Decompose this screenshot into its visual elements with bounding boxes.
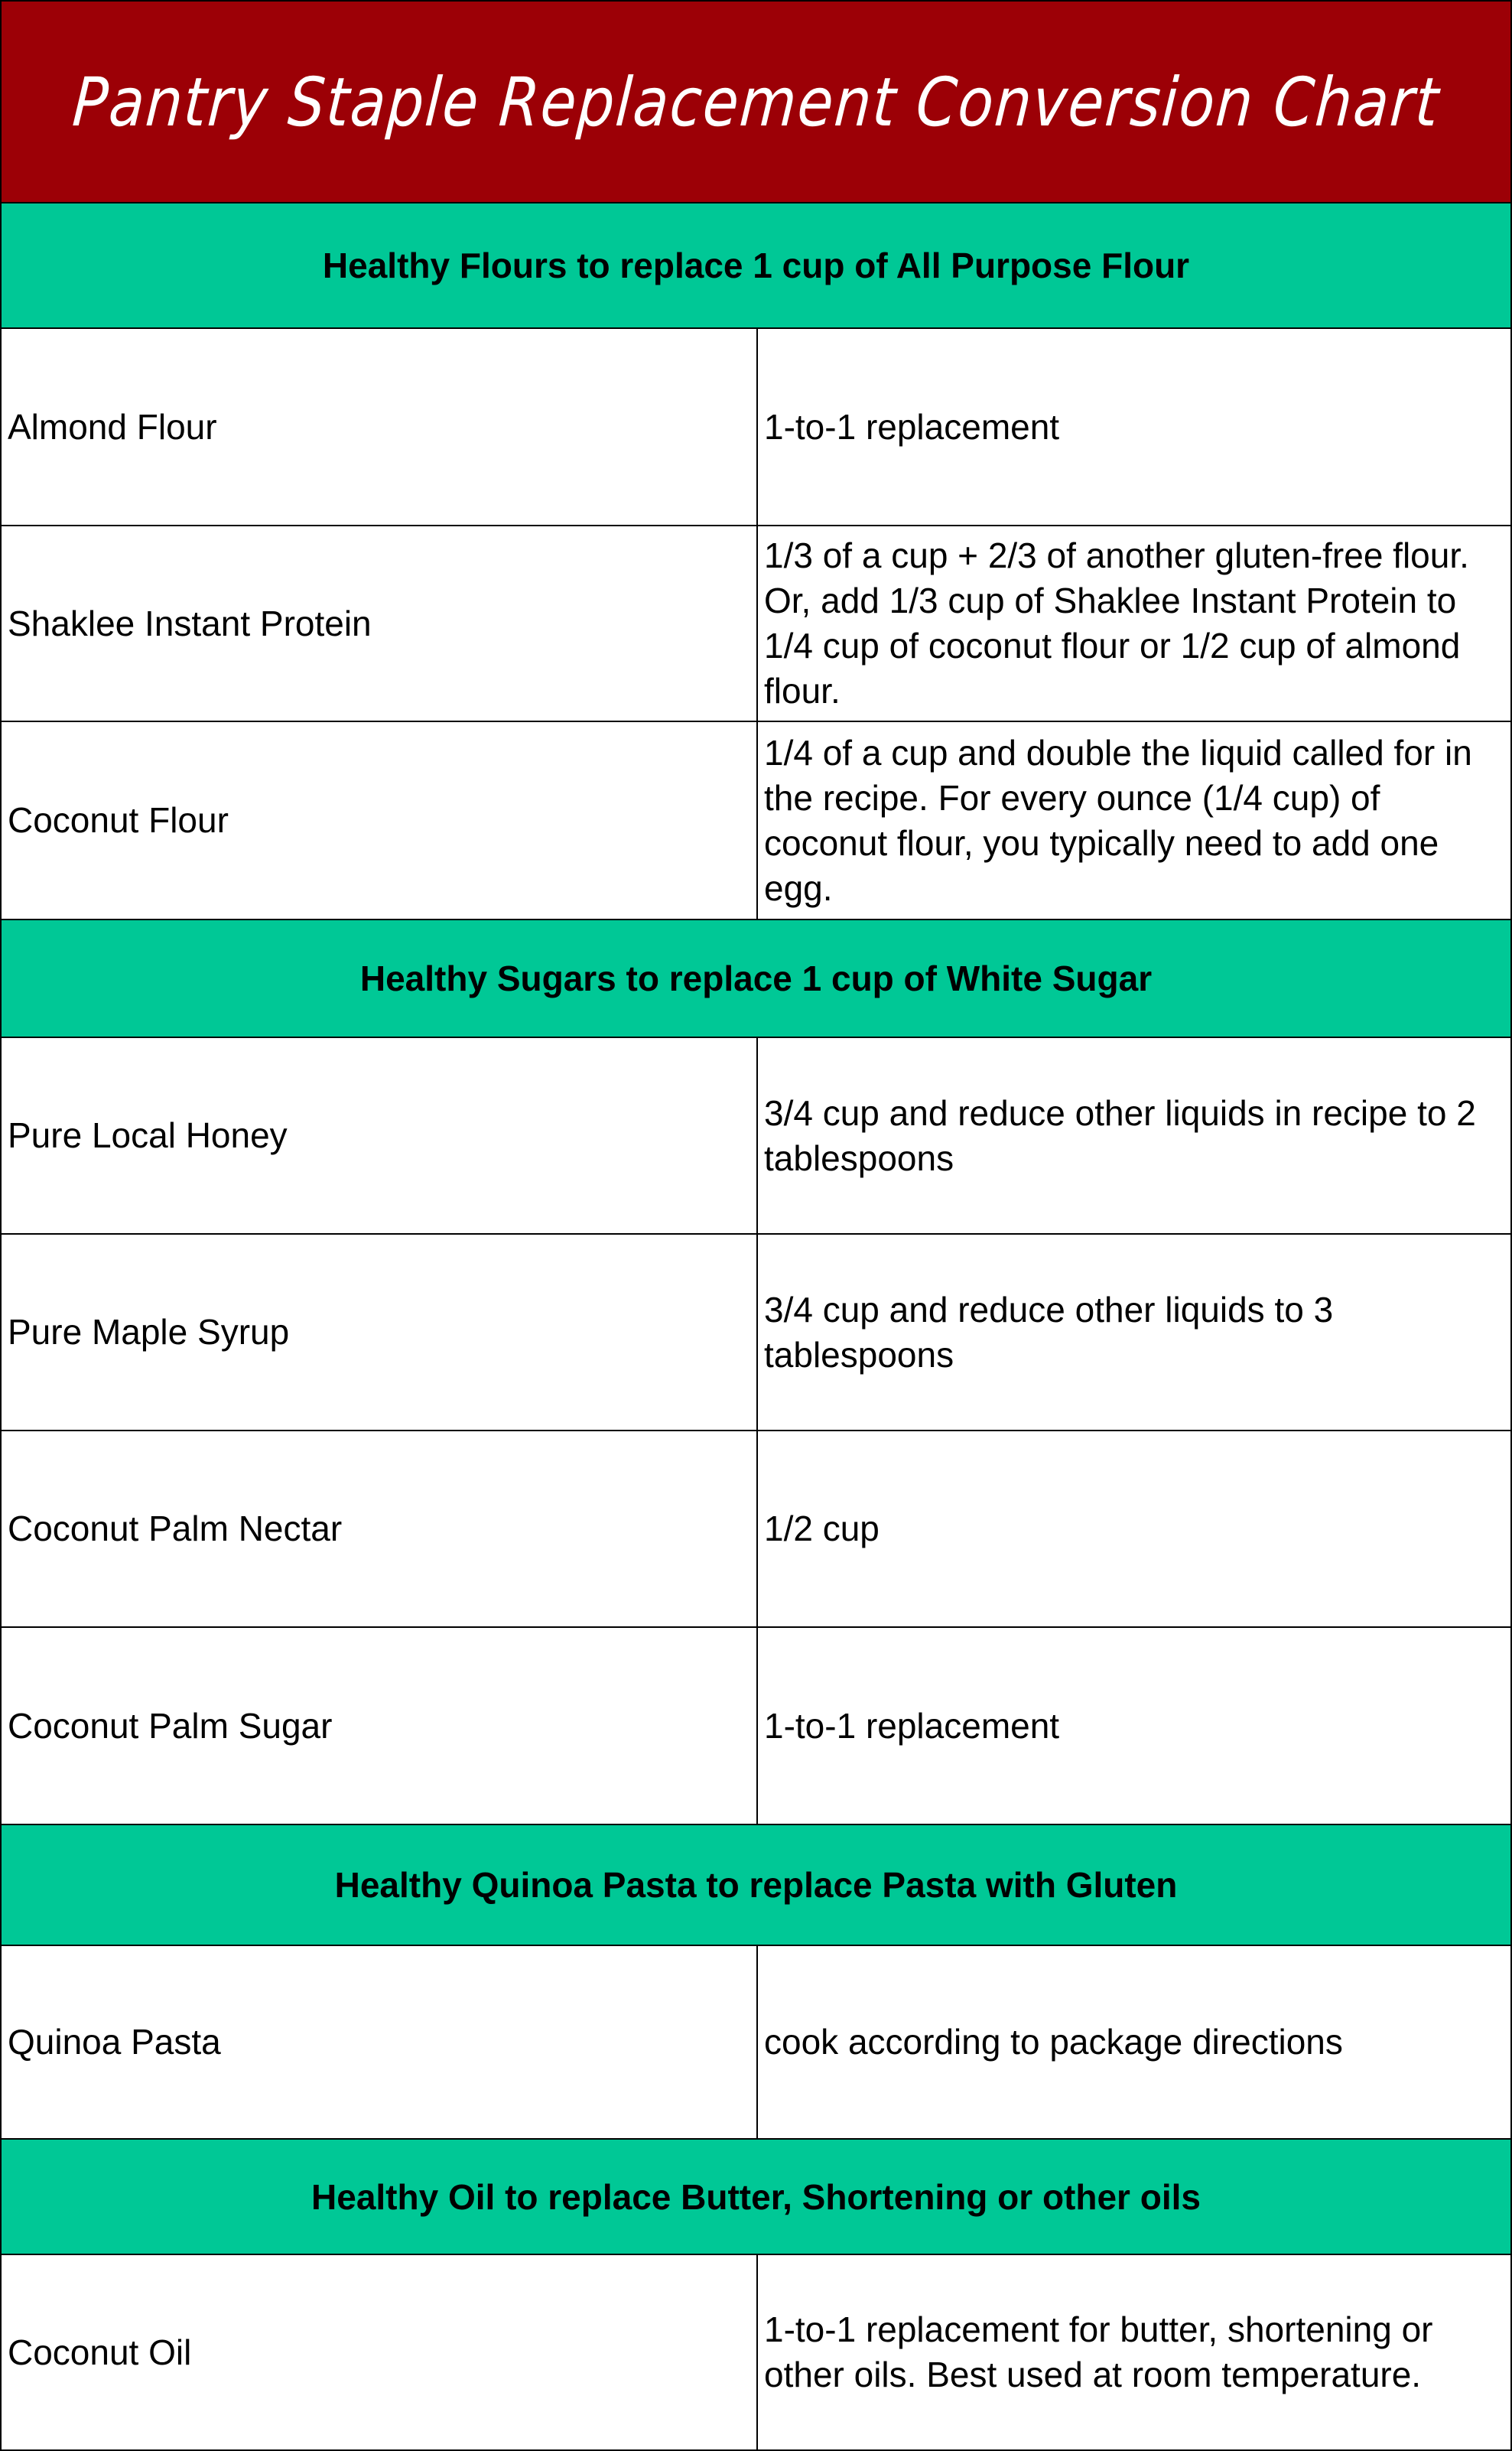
item-label: Almond Flour [8, 406, 217, 447]
replacement-cell [756, 1626, 1512, 1825]
replacement-cell [756, 2254, 1512, 2451]
item-label: Pure Local Honey [8, 1115, 288, 1155]
section-header-flours [0, 202, 1512, 329]
replacement-cell [756, 327, 1512, 526]
replacement-text: 1-to-1 replacement [764, 1705, 1060, 1746]
replacement-text: 3/4 cup and reduce other liquids to 3 tablespoons [764, 1289, 1334, 1375]
replacement-cell [756, 721, 1512, 920]
item-cell [0, 2254, 756, 2451]
section-header-pasta [0, 1824, 1512, 1946]
item-cell [0, 1037, 756, 1235]
replacement-cell [756, 525, 1512, 722]
item-cell [0, 1430, 756, 1628]
item-label: Quinoa Pasta [8, 2022, 221, 2062]
table-row [0, 2254, 1512, 2451]
section-heading: Healthy Sugars to replace 1 cup of White Sugar [359, 959, 1153, 998]
item-label: Coconut Palm Sugar [8, 1705, 333, 1746]
table-row [0, 1626, 1512, 1825]
item-cell [0, 1233, 756, 1431]
replacement-text: cook according to package directions [764, 2022, 1343, 2062]
item-label: Pure Maple Syrup [8, 1312, 290, 1352]
replacement-cell [756, 1945, 1512, 2140]
item-cell [0, 1626, 756, 1825]
item-label: Coconut Palm Nectar [8, 1509, 343, 1548]
table-row [0, 721, 1512, 920]
item-cell [0, 721, 756, 920]
title-banner [0, 0, 1512, 203]
replacement-text: 1-to-1 replacement [764, 406, 1060, 447]
section-header-oil [0, 2138, 1512, 2255]
item-cell [0, 327, 756, 526]
section-heading: Healthy Flours to replace 1 cup of All Purpose Flour [322, 246, 1190, 285]
replacement-cell [756, 1430, 1512, 1628]
item-label: Shaklee Instant Protein [8, 603, 372, 643]
replacement-text: 1-to-1 replacement for butter, shortening or other oils. Best used at room temperature. [764, 2309, 1433, 2394]
replacement-text: 1/3 of a cup + 2/3 of another gluten-free flour. Or, add 1/3 cup of Shaklee Instant Protein to 1/4 cup of coconut flour or 1/2 cup of almond flour. [764, 535, 1469, 711]
page-title: Pantry Staple Replacement Conversion Chart [70, 62, 1442, 142]
section-heading: Healthy Quinoa Pasta to replace Pasta with Gluten [334, 1865, 1178, 1905]
table-row [0, 525, 1512, 722]
item-cell [0, 1945, 756, 2140]
item-cell [0, 525, 756, 722]
item-label: Coconut Flour [8, 800, 229, 840]
replacement-text: 3/4 cup and reduce other liquids in recipe to 2 tablespoons [764, 1092, 1476, 1178]
table-row [0, 1945, 1512, 2140]
replacement-text: 1/2 cup [764, 1509, 880, 1548]
section-heading: Healthy Oil to replace Butter, Shortening or other oils [311, 2176, 1201, 2217]
item-label: Coconut Oil [8, 2332, 192, 2372]
replacement-cell [756, 1037, 1512, 1235]
section-header-sugars [0, 919, 1512, 1038]
table-row [0, 1037, 1512, 1235]
table-row [0, 1233, 1512, 1431]
replacement-cell [756, 1233, 1512, 1431]
replacement-text: 1/4 of a cup and double the liquid called for in the recipe. For every ounce (1/4 cup) of coconut flour, you typically need to add one egg. [764, 732, 1472, 908]
table-row [0, 327, 1512, 526]
table-row [0, 1430, 1512, 1628]
